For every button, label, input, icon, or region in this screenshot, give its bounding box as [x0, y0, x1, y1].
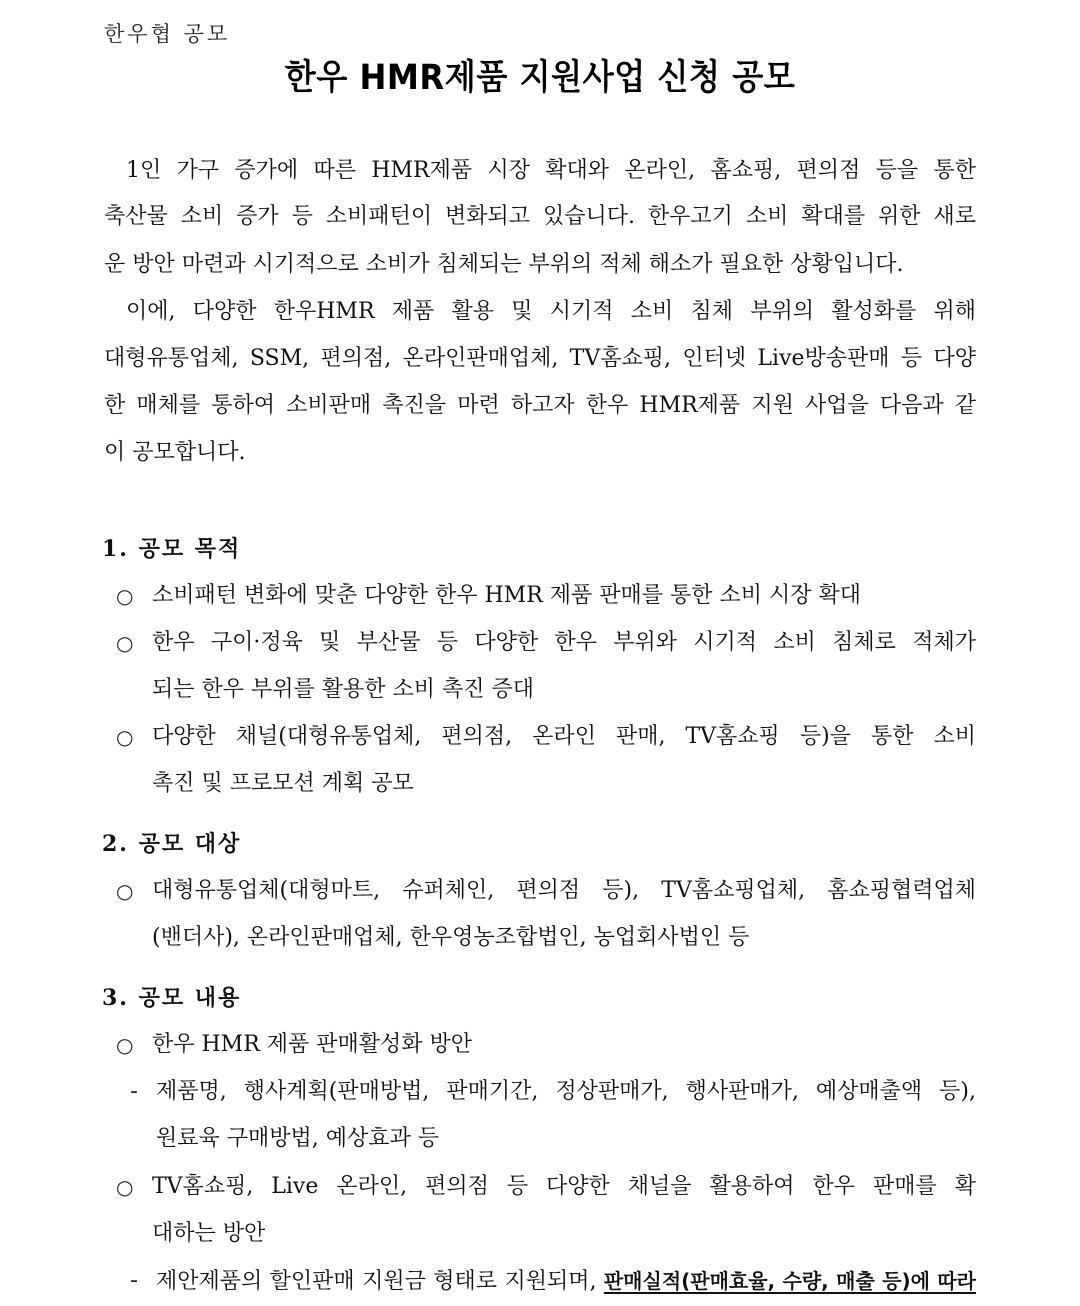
- document-title: 한우 HMR제품 지원사업 신청 공모: [284, 58, 796, 98]
- intro-p2-line-1: 이에, 다양한 한우HMR 제품 활용 및 시기적 소비 침체 부위의 활성화를 위해: [126, 299, 976, 324]
- circle-bullet-icon: ○: [116, 631, 134, 655]
- intro-p1-line-3: 운 방안 마련과 시기적으로 소비가 침체되는 부위의 적체 해소가 필요한 상황입니다.: [104, 252, 904, 277]
- content-item-2-sub-line-1: [156, 1266, 976, 1296]
- dash-bullet-icon: -: [130, 1079, 138, 1104]
- header-label: 한우협 공모: [104, 22, 231, 46]
- intro-p2-line-2: 대형유통업체, SSM, 편의점, 온라인판매업체, TV홈쇼핑, 인터넷 Live방송판매 등 다양: [104, 346, 976, 371]
- intro-p1-line-2: 축산물 소비 증가 등 소비패턴이 변화되고 있습니다. 한우고기 소비 확대를 위한 새로: [104, 204, 976, 229]
- content-item-2-line-1: TV홈쇼핑, Live 온라인, 편의점 등 다양한 채널을 활용하여 한우 판매를 확: [152, 1174, 976, 1199]
- section-heading-purpose: 1. 공모 목적: [102, 536, 242, 562]
- dash-bullet-icon: -: [130, 1268, 138, 1293]
- circle-bullet-icon: ○: [116, 1033, 134, 1057]
- circle-bullet-icon: ○: [116, 879, 134, 903]
- target-item-1-line-1: 대형유통업체(대형마트, 슈퍼체인, 편의점 등), TV홈쇼핑업체, 홈쇼핑협력업체: [152, 878, 976, 903]
- intro-p2-line-4: 이 공모합니다.: [104, 440, 246, 465]
- support-form-text: 제안제품의 할인판매 지원금 형태로 지원되며,: [156, 1269, 604, 1294]
- intro-p1-line-1: 1인 가구 증가에 따른 HMR제품 시장 확대와 온라인, 홈쇼핑, 편의점 등을 통한: [126, 158, 976, 183]
- section-heading-content: 3. 공모 내용: [102, 985, 242, 1011]
- circle-bullet-icon: ○: [116, 725, 134, 749]
- content-item-2-line-2: 대하는 방안: [152, 1221, 266, 1246]
- content-item-1-sub-line-2: 원료육 구매방법, 예상효과 등: [156, 1126, 439, 1151]
- intro-p2-line-3: 한 매체를 통하여 소비판매 촉진을 마련 하고자 한우 HMR제품 지원 사업을 다음과 같: [104, 393, 976, 418]
- purpose-item-2-line-1: 한우 구이·정육 및 부산물 등 다양한 한우 부위와 시기적 소비 침체로 적체가: [152, 630, 976, 655]
- section-heading-target: 2. 공모 대상: [102, 831, 242, 857]
- content-item-1-sub-line-1: 제품명, 행사계획(판매방법, 판매기간, 정상판매가, 행사판매가, 예상매출액 등),: [156, 1079, 976, 1104]
- purpose-item-1: 소비패턴 변화에 맞춘 다양한 한우 HMR 제품 판매를 통한 소비 시장 확대: [152, 583, 862, 608]
- content-item-1: 한우 HMR 제품 판매활성화 방안: [152, 1032, 473, 1057]
- purpose-item-2-line-2: 되는 한우 부위를 활용한 소비 촉진 증대: [152, 677, 534, 702]
- circle-bullet-icon: ○: [116, 584, 134, 608]
- sales-performance-emphasis: 판매실적(판매효율, 수량, 매출 등)에 따라: [603, 1269, 976, 1293]
- target-item-1-line-2: (밴더사), 온라인판매업체, 한우영농조합법인, 농업회사법인 등: [152, 925, 750, 950]
- purpose-item-3-line-1: 다양한 채널(대형유통업체, 편의점, 온라인 판매, TV홈쇼핑 등)을 통한 소비: [152, 724, 976, 749]
- purpose-item-3-line-2: 촉진 및 프로모션 계획 공모: [152, 771, 414, 796]
- circle-bullet-icon: ○: [116, 1175, 134, 1199]
